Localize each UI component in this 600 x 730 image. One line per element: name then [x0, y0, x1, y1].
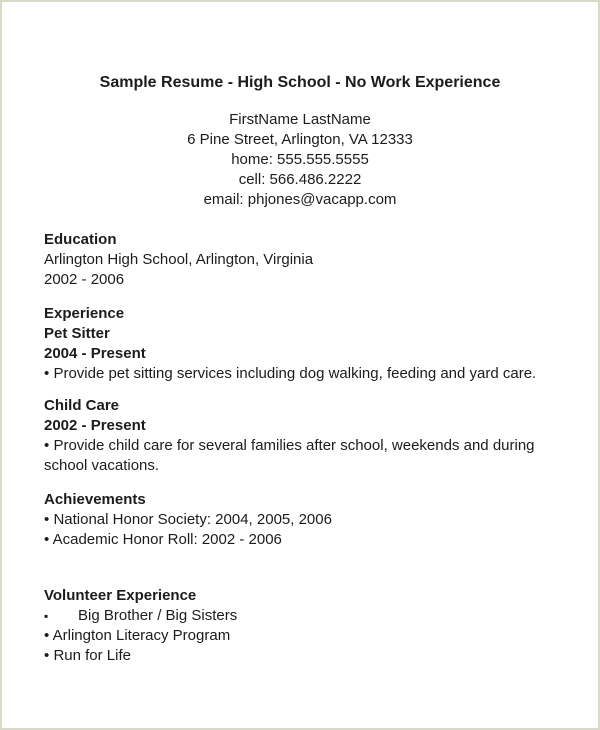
- job-years: 2004 - Present: [44, 345, 146, 362]
- job-title: Child Care: [44, 397, 120, 414]
- bullet-icon: •: [44, 437, 50, 454]
- list-item-text: Big Brother / Big Sisters: [78, 607, 238, 624]
- list-item: [44, 646, 556, 666]
- contact-cell-phone: cell: 566.486.2222: [238, 171, 362, 188]
- job-description: [44, 436, 556, 476]
- bullet-icon: •: [44, 647, 50, 664]
- volunteer-heading: Volunteer Experience: [44, 587, 197, 604]
- document-title: Sample Resume - High School - No Work Experience: [99, 74, 501, 91]
- list-item-text: National Honor Society: 2004, 2005, 2006: [53, 511, 332, 528]
- list-item: [44, 510, 556, 530]
- experience-section: [44, 304, 556, 476]
- job-description-text: Provide child care for several families after school, weekends and during school vacations.: [44, 437, 535, 474]
- education-years: 2002 - 2006: [44, 271, 125, 288]
- list-item-text: Run for Life: [53, 647, 131, 664]
- list-item-text: Arlington Literacy Program: [52, 627, 231, 644]
- square-bullet-icon: ▪: [44, 609, 49, 623]
- job-title: Pet Sitter: [44, 325, 110, 342]
- bullet-icon: •: [44, 531, 50, 548]
- contact-email: email: phjones@vacapp.com: [203, 191, 397, 208]
- education-section: [44, 230, 556, 290]
- achievements-section: [44, 490, 556, 550]
- volunteer-section: [44, 586, 556, 666]
- contact-home-phone: home: 555.555.5555: [231, 151, 369, 168]
- contact-address: 6 Pine Street, Arlington, VA 12333: [187, 131, 413, 148]
- bullet-icon: •: [44, 511, 50, 528]
- experience-heading: Experience: [44, 305, 125, 322]
- experience-job: [44, 324, 556, 384]
- list-item-text: Academic Honor Roll: 2002 - 2006: [52, 531, 282, 548]
- experience-job: [44, 396, 556, 476]
- bullet-icon: •: [44, 365, 50, 382]
- bullet-icon: •: [44, 627, 50, 644]
- list-item: [44, 530, 556, 550]
- list-item: [44, 626, 556, 646]
- job-years: 2002 - Present: [44, 417, 146, 434]
- list-item: [44, 606, 556, 626]
- education-school: Arlington High School, Arlington, Virginia: [44, 251, 314, 268]
- contact-name: FirstName LastName: [229, 111, 371, 128]
- contact-block: [44, 110, 556, 210]
- job-description-text: Provide pet sitting services including dog walking, feeding and yard care.: [53, 365, 537, 382]
- job-description: [44, 364, 556, 384]
- education-heading: Education: [44, 231, 117, 248]
- achievements-heading: Achievements: [44, 491, 146, 508]
